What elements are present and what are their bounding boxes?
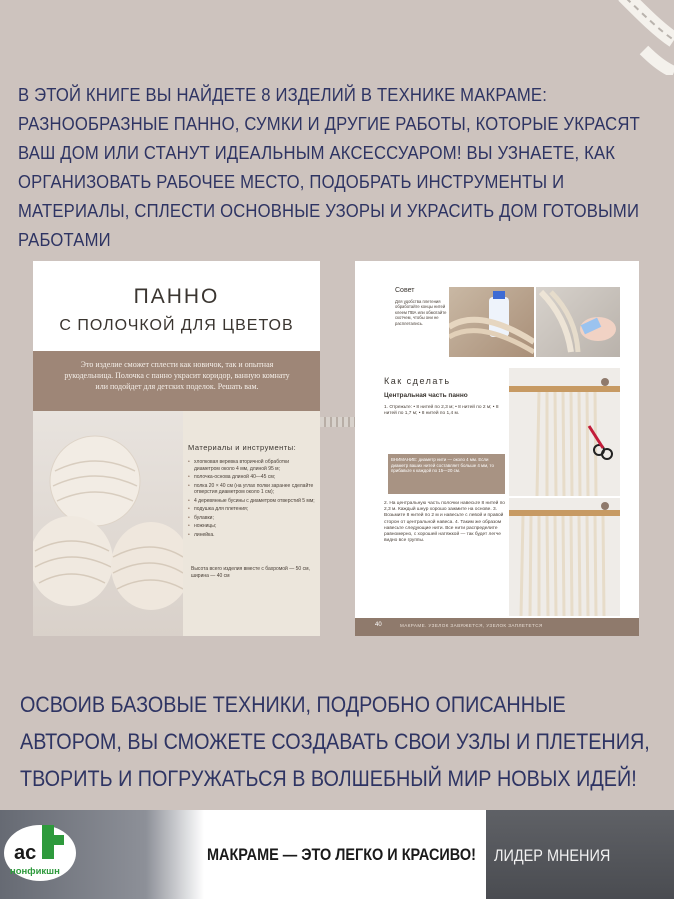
list-item: • 4 деревянные бусины с диаметром отверстий 5 мм; <box>188 498 316 505</box>
how-to-subtitle: Центральная часть панно <box>384 392 468 399</box>
list-item: • линейка. <box>188 532 316 539</box>
glue-photo <box>449 287 534 357</box>
book-page-left <box>33 261 320 636</box>
book-page-right <box>355 261 639 636</box>
tip-title: Совет <box>395 287 415 294</box>
logo-text-bottom: нонфикшн <box>10 866 60 877</box>
materials-title: Материалы и инструменты: <box>188 443 297 452</box>
band-text: Это изделие сможет сплести как новичок, так и опытная рукодельница. Полочка с панно украсит коридор, ванную комнату или подойдет для детских поделок. Решать вам. <box>64 360 290 391</box>
list-item: • подушка для плетения; <box>188 506 316 513</box>
footer-slogan: МАКРАМЕ — ЭТО ЛЕГКО И КРАСИВО! <box>207 845 476 864</box>
steps-list-continued: 2. На центральную часть полочки навесьте 8 нитей по 2,3 м. Каждый шнур хорошо зажмите на основе. 3. Возьмите 8 нитей по 2 м и навесьте с левой и правой сторон от центральной навеса. 4. Таким же образом навесьте следующие нити. Все нити распределите равномерно, с хорошей натяжкой — так будет легче видно все группы. <box>384 501 505 544</box>
logo-text-top: ac <box>14 842 37 864</box>
publisher-logo <box>2 823 78 883</box>
list-item: • ножницы; <box>188 523 316 530</box>
outro-text: ОСВОИВ БАЗОВЫЕ ТЕХНИКИ, ПОДРОБНО ОПИСАННЫЕ АВТОРОМ, ВЫ СМОЖЕТЕ СОЗДАВАТЬ СВОИ УЗЛЫ И ПЛЕТЕНИЯ, ТВОРИТЬ И ПОГРУЖАТЬСЯ В ВОЛШЕБНЫЙ МИР НОВЫХ ИДЕЙ! <box>20 692 650 791</box>
materials-footer: Высота всего изделия вместе с бахромой — 50 см, ширина — 40 см <box>191 566 310 579</box>
list-item: • булавки; <box>188 515 316 522</box>
footer-leader-label: ЛИДЕР МНЕНИЯ <box>494 846 611 865</box>
list-item: • полка 20 × 40 см (на углах полки заранее сделайте отверстия диаметром около 1 см); <box>188 483 316 496</box>
page-footer-text: МАКРАМЕ. УЗЕЛОК ЗАВЯЖЕТСЯ, УЗЕЛОК ЗАПЛЕТЕТСЯ <box>400 623 543 628</box>
note-text: ВНИМАНИЕ: диаметр нити — около 4 мм. Если диаметр ваших нитей составляет больше 4 мм, то прибавьте к каждой по 15—20 см. <box>391 457 494 474</box>
how-to-title: Как сделать <box>384 376 451 386</box>
tape-photo <box>536 287 620 357</box>
tip-text: Для удобства плетения обработайте концы нитей клеем ПВА или обмотайте скотчем, чтобы они не расплетались. <box>395 299 447 326</box>
materials-list <box>188 459 316 540</box>
page-title: ПАННО <box>133 285 220 308</box>
lark-knots-photo <box>509 498 620 616</box>
list-item: • хлопковая веревка вторичной обработки диаметром около 4 мм, длиной 95 м; <box>188 459 316 472</box>
rope-bridge <box>320 417 356 427</box>
intro-text: В ЭТОЙ КНИГЕ ВЫ НАЙДЕТЕ 8 ИЗДЕЛИЙ В ТЕХНИКЕ МАКРАМЕ: РАЗНООБРАЗНЫЕ ПАННО, СУМКИ И ДРУГИЕ РАБОТЫ, КОТОРЫЕ УКРАСЯТ ВАШ ДОМ ИЛИ СТАНУТ ИДЕАЛЬНЫМ АКСЕССУАРОМ! ВЫ УЗНАЕТЕ, КАК ОРГАНИЗОВАТЬ РАБОЧЕЕ МЕСТО, ПОДОБРАТЬ ИНСТРУМЕНТЫ И МАТЕРИАЛЫ, СПЛЕСТИ ОСНОВНЫЕ УЗОРЫ И УКРАСИТЬ ДОМ ГОТОВЫМИ РАБОТАМИ <box>18 84 640 250</box>
rope-decoration <box>564 0 674 75</box>
yarn-photo <box>33 411 183 636</box>
list-item: • полочка-основа длиной 40—45 см; <box>188 474 316 481</box>
page-subtitle: С ПОЛОЧКОЙ ДЛЯ ЦВЕТОВ <box>59 317 294 334</box>
hanging-cords-photo <box>509 368 620 496</box>
page-number: 40 <box>375 622 382 628</box>
steps-list: 1. Отрежьте: • 8 нитей по 2,3 м; • 8 нитей по 2 м; • 8 нитей по 1,7 м; • 8 нитей по 1,4 м. <box>384 405 499 417</box>
